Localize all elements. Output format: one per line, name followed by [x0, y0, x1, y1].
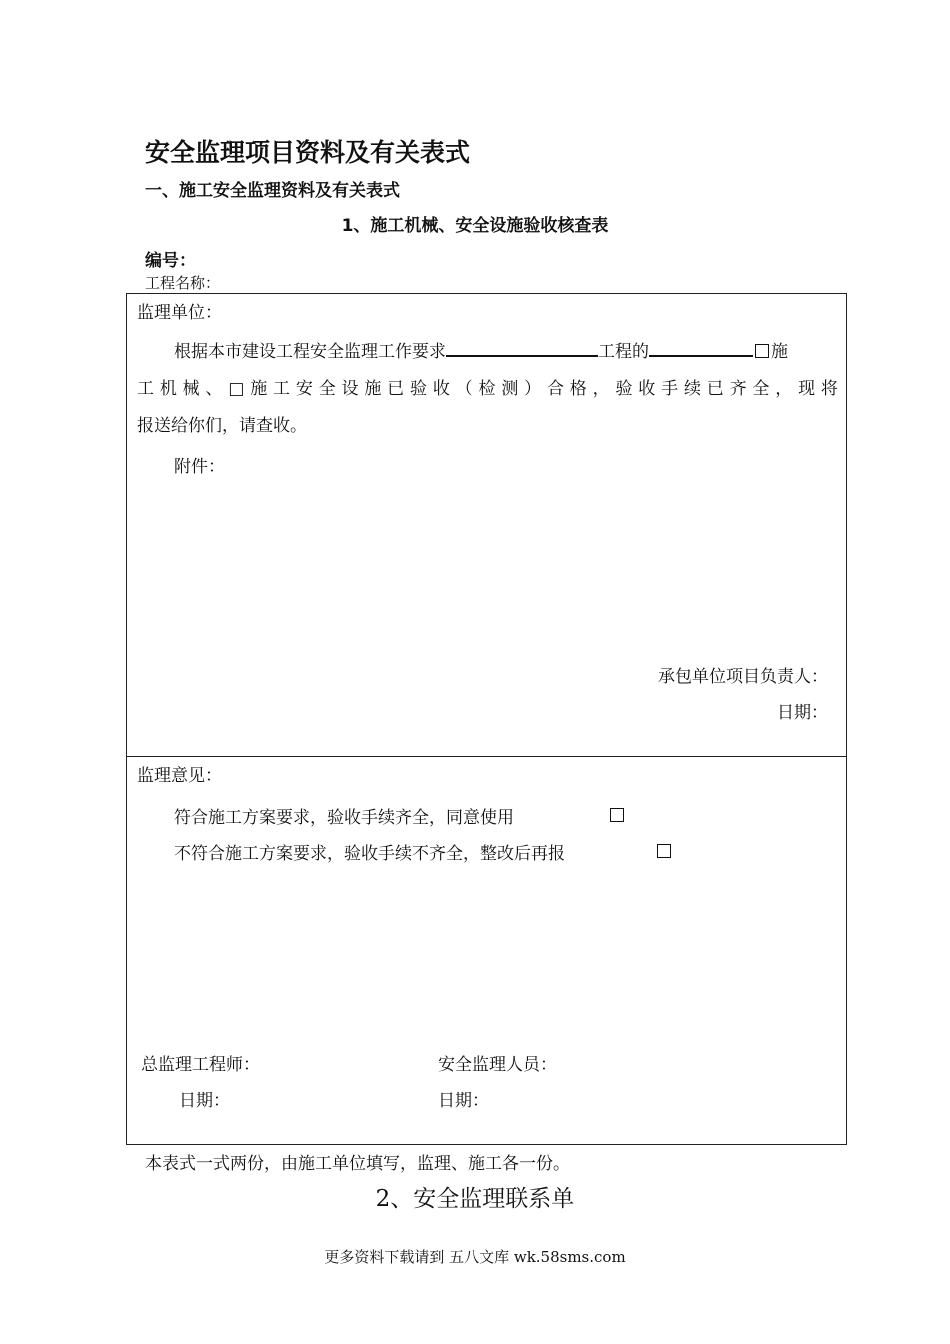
- safety-staff-date-label: 日期：: [438, 1091, 489, 1111]
- document-title: 安全监理项目资料及有关表式: [145, 138, 471, 167]
- paragraph-char: 已: [706, 379, 724, 399]
- supervision-opinion-section: [126, 756, 847, 1145]
- reject-checkbox-icon[interactable]: [657, 844, 671, 858]
- paragraph-char: ，: [592, 379, 610, 399]
- paragraph-char: 施: [364, 379, 382, 399]
- paragraph-char: 施: [250, 379, 268, 399]
- section-heading: 一、施工安全监理资料及有关表式: [145, 181, 400, 201]
- paragraph-char: 工: [273, 379, 291, 399]
- paragraph-char: 机: [159, 379, 177, 399]
- paragraph-char: 齐: [729, 379, 747, 399]
- project-name-label: 工程名称：: [145, 274, 221, 292]
- serial-number-label: 编号：: [145, 251, 196, 271]
- paragraph-line-1-start: 根据本市建设工程安全监理工作要求: [174, 342, 446, 362]
- safety-staff-label: 安全监理人员：: [438, 1055, 557, 1075]
- next-form-title: 2、安全监理联系单: [375, 1186, 575, 1212]
- paragraph-char: 检: [478, 379, 496, 399]
- contractor-manager-label: 承包单位项目负责人：: [658, 667, 828, 687]
- paragraph-char: 收: [432, 379, 450, 399]
- paragraph-char: （: [455, 379, 473, 399]
- paragraph-char: 安: [295, 379, 313, 399]
- paragraph-char: 全: [752, 379, 770, 399]
- contractor-date-label: 日期：: [777, 703, 828, 723]
- paragraph-line-3: 报送给你们，请查收。: [137, 416, 307, 436]
- chief-engineer-date-label: 日期：: [179, 1091, 230, 1111]
- reject-option-text: 不符合施工方案要求，验收手续不齐全，整改后再报: [174, 844, 565, 864]
- paragraph-char: 合: [546, 379, 564, 399]
- attachment-label: 附件：: [174, 457, 225, 477]
- paragraph-char: 测: [501, 379, 519, 399]
- paragraph-char: 设: [341, 379, 359, 399]
- approve-option-text: 符合施工方案要求，验收手续齐全，同意使用: [174, 808, 514, 828]
- chief-engineer-label: 总监理工程师：: [141, 1055, 260, 1075]
- paragraph-char: ，: [775, 379, 793, 399]
- item-blank-field[interactable]: [649, 337, 753, 357]
- paragraph-line-1-end: 施: [771, 342, 788, 362]
- paragraph-line-1-mid: 工程的: [598, 342, 649, 362]
- paragraph-char: 手: [661, 379, 679, 399]
- acceptance-submission-section: [126, 293, 847, 757]
- facility-checkbox-icon[interactable]: □: [228, 379, 245, 399]
- page-footer: 更多资料下载请到 五八文库 wk.58sms.com: [324, 1248, 626, 1266]
- paragraph-char: 全: [318, 379, 336, 399]
- project-blank-field[interactable]: [446, 337, 598, 357]
- acceptance-paragraph: [137, 334, 838, 445]
- machinery-checkbox-icon[interactable]: [755, 344, 769, 358]
- paragraph-line-2: [137, 371, 838, 408]
- paragraph-char: 现: [798, 379, 816, 399]
- approve-checkbox-icon[interactable]: [610, 808, 624, 822]
- paragraph-char: 、: [205, 379, 223, 399]
- paragraph-char: 收: [638, 379, 656, 399]
- paragraph-char: ）: [524, 379, 542, 399]
- paragraph-char: 将: [820, 379, 838, 399]
- paragraph-char: 工: [137, 379, 154, 399]
- paragraph-char: 续: [683, 379, 701, 399]
- paragraph-char: 械: [182, 379, 200, 399]
- paragraph-char: 格: [569, 379, 587, 399]
- paragraph-char: 验: [410, 379, 427, 399]
- supervision-unit-label: 监理单位：: [137, 303, 222, 323]
- form-footnote: 本表式一式两份，由施工单位填写，监理、施工各一份。: [145, 1154, 570, 1174]
- paragraph-char: 验: [615, 379, 633, 399]
- supervision-opinion-label: 监理意见：: [137, 766, 222, 786]
- paragraph-char: 已: [387, 379, 405, 399]
- form-title: 1、施工机械、安全设施验收核查表: [341, 216, 609, 236]
